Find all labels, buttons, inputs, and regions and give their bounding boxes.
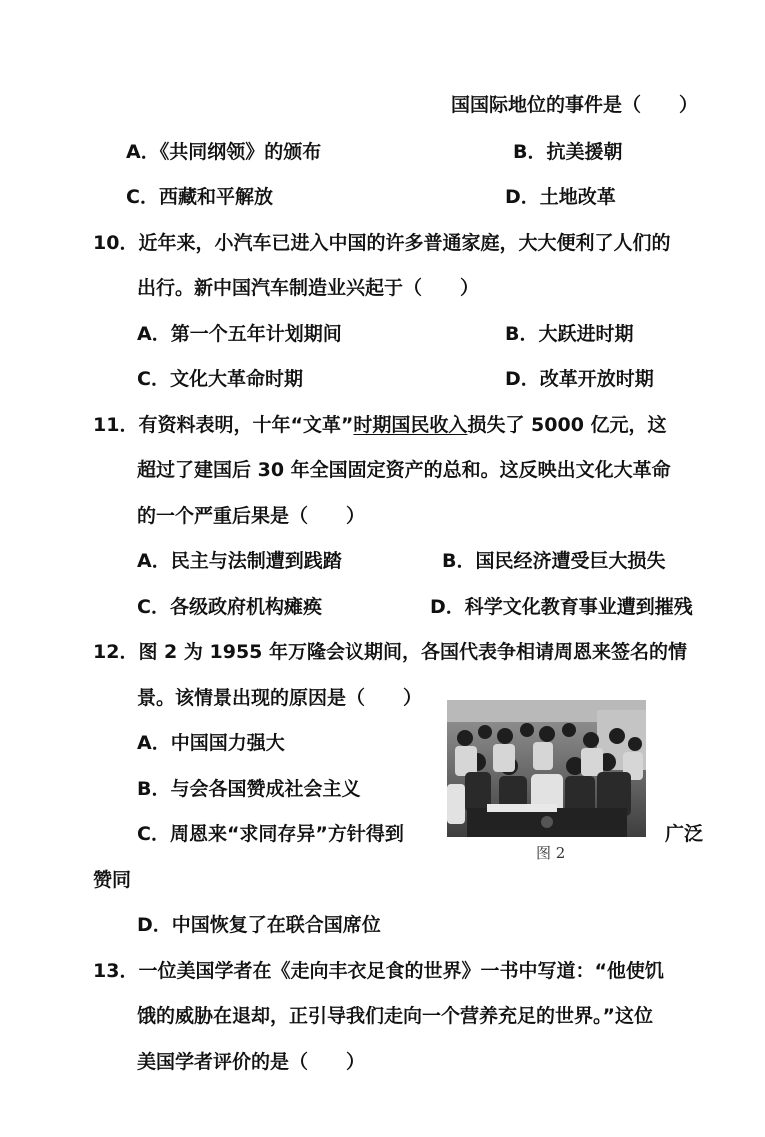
q11-option-a: A．民主与法制遭到践踏 — [137, 550, 342, 572]
q12-option-b: B．与会各国赞成社会主义 — [137, 778, 361, 800]
q9-stem-end: 国国际地位的事件是（ ） — [451, 94, 699, 116]
q12-option-c: C．周恩来“求同存异”方针得到 — [137, 823, 404, 845]
q11-line1-pre: 11．有资料表明，十年“文革” — [93, 414, 354, 436]
q11-option-b: B．国民经济遭受巨大损失 — [442, 550, 666, 572]
q13-stem-line2: 饿的威胁在退却，正引导我们走向一个营养充足的世界。”这位 — [137, 1005, 653, 1027]
q11-stem-line1 — [93, 413, 667, 437]
q10-option-a: A．第一个五年计划期间 — [137, 323, 342, 345]
q11-option-d: D．科学文化教育事业遭到摧残 — [430, 596, 693, 618]
q10-stem-line1: 10．近年来，小汽车已进入中国的许多普通家庭，大大便利了人们的 — [93, 232, 671, 254]
q12-stem-line1: 12．图 2 为 1955 年万隆会议期间，各国代表争相请周恩来签名的情 — [93, 641, 688, 663]
q12-option-c-cont: 广泛 — [665, 823, 704, 845]
q12-option-d: D．中国恢复了在联合国席位 — [137, 914, 381, 936]
q12-stem-line2: 景。该情景出现的原因是（ ） — [137, 687, 423, 709]
q9-option-c: C．西藏和平解放 — [126, 186, 273, 208]
q11-line1-underlined: 时期国民收入 — [353, 414, 468, 436]
q11-option-c: C．各级政府机构瘫痪 — [137, 596, 322, 618]
q10-option-c: C．文化大革命时期 — [137, 368, 303, 390]
bandung-conference-photo — [447, 700, 646, 837]
q10-stem-line2: 出行。新中国汽车制造业兴起于（ ） — [137, 277, 480, 299]
q12-option-c-cont2: 赞同 — [93, 869, 132, 891]
q9-option-d: D．土地改革 — [505, 186, 616, 208]
q11-line1-post: 损失了 5000 亿元，这 — [467, 414, 667, 436]
q10-option-b: B．大跃进时期 — [505, 323, 634, 345]
q9-option-a: A．《共同纲领》的颁布 — [126, 141, 322, 163]
q10-option-d: D．改革开放时期 — [505, 368, 654, 390]
q13-stem-line3: 美国学者评价的是（ ） — [137, 1051, 366, 1073]
q12-option-a: A．中国国力强大 — [137, 732, 285, 754]
q11-stem-line2: 超过了建国后 30 年全国固定资产的总和。这反映出文化大革命 — [137, 459, 671, 481]
q13-stem-line1: 13．一位美国学者在《走向丰衣足食的世界》一书中写道：“他使饥 — [93, 960, 664, 982]
figure-caption: 图 2 — [536, 844, 566, 862]
q11-stem-line3: 的一个严重后果是（ ） — [137, 505, 366, 527]
q9-option-b: B．抗美援朝 — [513, 141, 623, 163]
